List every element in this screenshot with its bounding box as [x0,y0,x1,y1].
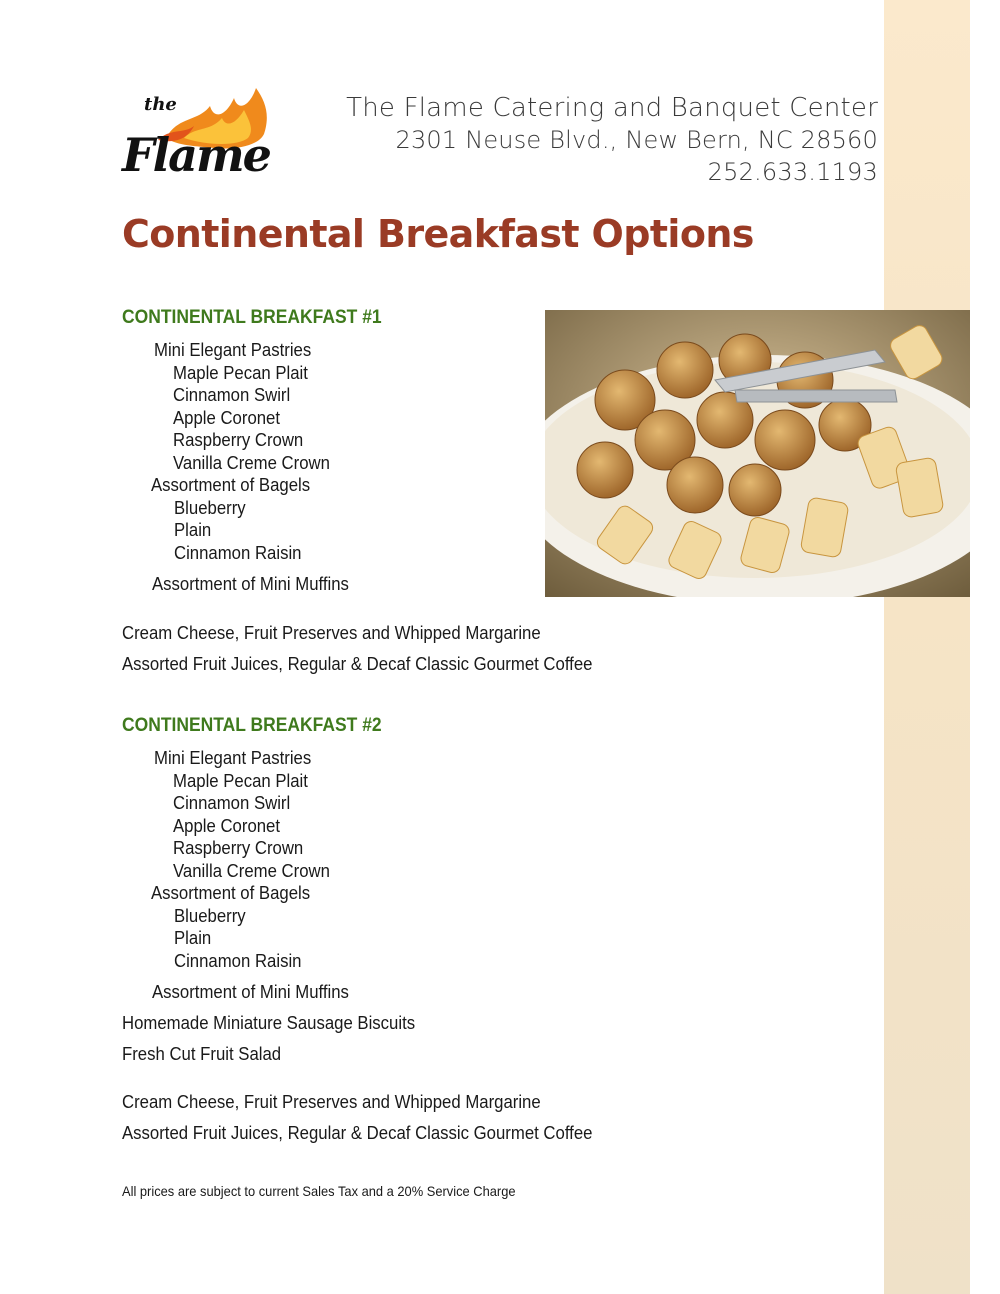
beverages-line-1: Assorted Fruit Juices, Regular & Decaf Classic Gourmet Coffee [122,654,593,674]
bagel-item: Cinnamon Raisin [174,543,302,563]
venue-name: The Flame Catering and Banquet Center [346,93,878,123]
pastry-item: Maple Pecan Plait [173,363,308,383]
bagel-item: Blueberry [174,498,246,518]
pastry-item: Apple Coronet [173,408,281,428]
pastry-platter-photo [545,310,970,597]
the-flame-logo [118,76,278,192]
pastry-item: Maple Pecan Plait [173,771,308,791]
beverages-line-2: Assorted Fruit Juices, Regular & Decaf Classic Gourmet Coffee [122,1123,593,1143]
extra-item: Homemade Miniature Sausage Biscuits [122,1013,416,1033]
pastry-item: Vanilla Creme Crown [173,861,330,881]
section-heading-1: CONTINENTAL BREAKFAST #1 [122,307,382,328]
bagel-item: Cinnamon Raisin [174,951,302,971]
muffins-line-2: Assortment of Mini Muffins [152,982,349,1002]
condiments-line-1: Cream Cheese, Fruit Preserves and Whipped Margarine [122,623,541,643]
pastries-heading-2: Mini Elegant Pastries [154,748,312,768]
muffins-line-1: Assortment of Mini Muffins [152,574,349,594]
bagel-item: Plain [174,928,212,948]
bagel-item: Plain [174,520,212,540]
pastry-item: Cinnamon Swirl [173,793,291,813]
pastry-item: Vanilla Creme Crown [173,453,330,473]
extra-item: Fresh Cut Fruit Salad [122,1044,282,1064]
pastry-item: Cinnamon Swirl [173,385,291,405]
pastry-item: Apple Coronet [173,816,281,836]
logo-word: Flame [122,128,270,182]
bagels-heading-1: Assortment of Bagels [151,475,311,495]
venue-phone: 252.633.1193 [707,158,878,186]
bagel-item: Blueberry [174,906,246,926]
pricing-footnote: All prices are subject to current Sales Tax and a 20% Service Charge [122,1183,516,1199]
logo-small-word: the [144,94,177,115]
page-title: Continental Breakfast Options [122,212,754,256]
venue-address: 2301 Neuse Blvd., New Bern, NC 28560 [395,126,878,154]
condiments-line-2: Cream Cheese, Fruit Preserves and Whipped Margarine [122,1092,541,1112]
section-heading-2: CONTINENTAL BREAKFAST #2 [122,715,382,736]
pastries-heading-1: Mini Elegant Pastries [154,340,312,360]
decorative-side-band [884,0,970,1294]
pastry-item: Raspberry Crown [173,838,304,858]
pastry-item: Raspberry Crown [173,430,304,450]
bagels-heading-2: Assortment of Bagels [151,883,311,903]
venue-header [346,92,878,188]
